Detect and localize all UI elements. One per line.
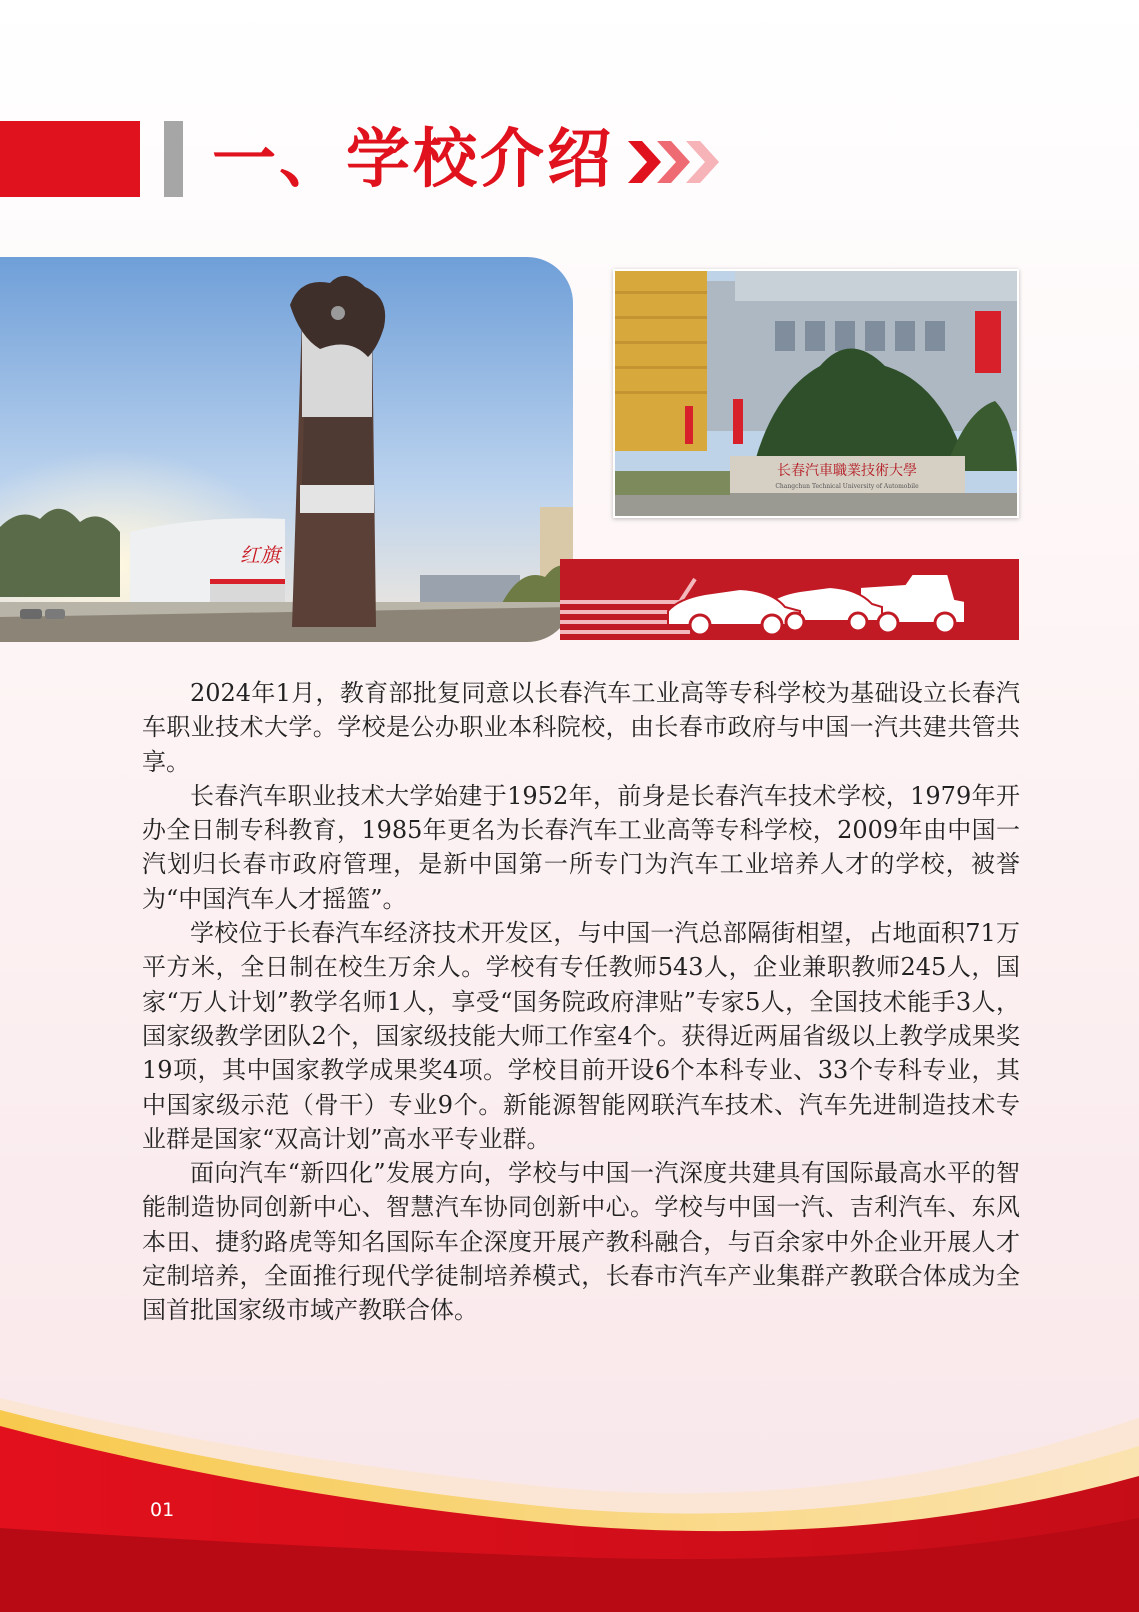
header-red-bar <box>0 121 140 197</box>
campus-sign-text: 长春汽車職業技術大學 <box>777 463 917 479</box>
paragraph-4: 面向汽车“新四化”发展方向，学校与中国一汽深度共建具有国际最高水平的智能制造协同创新中心、智慧汽车协同创新中心。学校与中国一汽、吉利汽车、东风本田、捷豹路虎等知名国际车企深度开展产教科融合，与百余家中外企业开展人才定制培养，全面推行现代学徒制培养模式，长春市汽车产业集群产教联合体成为全国首批国家级市域产教联合体。 <box>142 1159 1020 1325</box>
monument-photo <box>0 257 573 642</box>
campus-gate-photo <box>613 269 1019 518</box>
paragraph-3: 学校位于长春汽车经济技术开发区，与中国一汽总部隔街相望，占地面积71万平方米，全日制在校生万余人。学校有专任教师543人，企业兼职教师245人，国家“万人计划”教学名师1人，享受“国务院政府津贴”专家5人，全国技术能手3人，国家级教学团队2个，国家级技能大师工作室4个。获得近两届省级以上教学成果奖19项，其中国家教学成果奖4项。学校目前开设6个本科专业、33个专科专业，其中国家级示范（骨干）专业9个。新能源智能网联汽车技术、汽车先进制造技术专业群是国家“双高计划”高水平专业群。 <box>142 919 1020 1153</box>
monument-building-sign: 红旗 <box>240 543 280 567</box>
campus-sign-english: Changchun Technical University of Automobile <box>775 483 919 490</box>
section-title: 一、学校介绍 <box>212 123 614 197</box>
intro-text <box>142 676 1020 1328</box>
header-grey-tick <box>164 121 183 197</box>
paragraph-1: 2024年1月，教育部批复同意以长春汽车工业高等专科学校为基础设立长春汽车职业技术大学。学校是公办职业本科院校，由长春市政府与中国一汽共建共管共享。 <box>142 679 1020 776</box>
page-number: 01 <box>150 1499 175 1521</box>
chevron-arrows-icon <box>628 141 723 183</box>
cars-banner <box>560 559 1019 640</box>
paragraph-2: 长春汽车职业技术大学始建于1952年，前身是长春汽车技术学校，1979年开办全日制专科教育，1985年更名为长春汽车工业高等专科学校，2009年由中国一汽划归长春市政府管理，是新中国第一所专门为汽车工业培养人才的学校，被誉为“中国汽车人才摇篮”。 <box>142 781 1020 913</box>
